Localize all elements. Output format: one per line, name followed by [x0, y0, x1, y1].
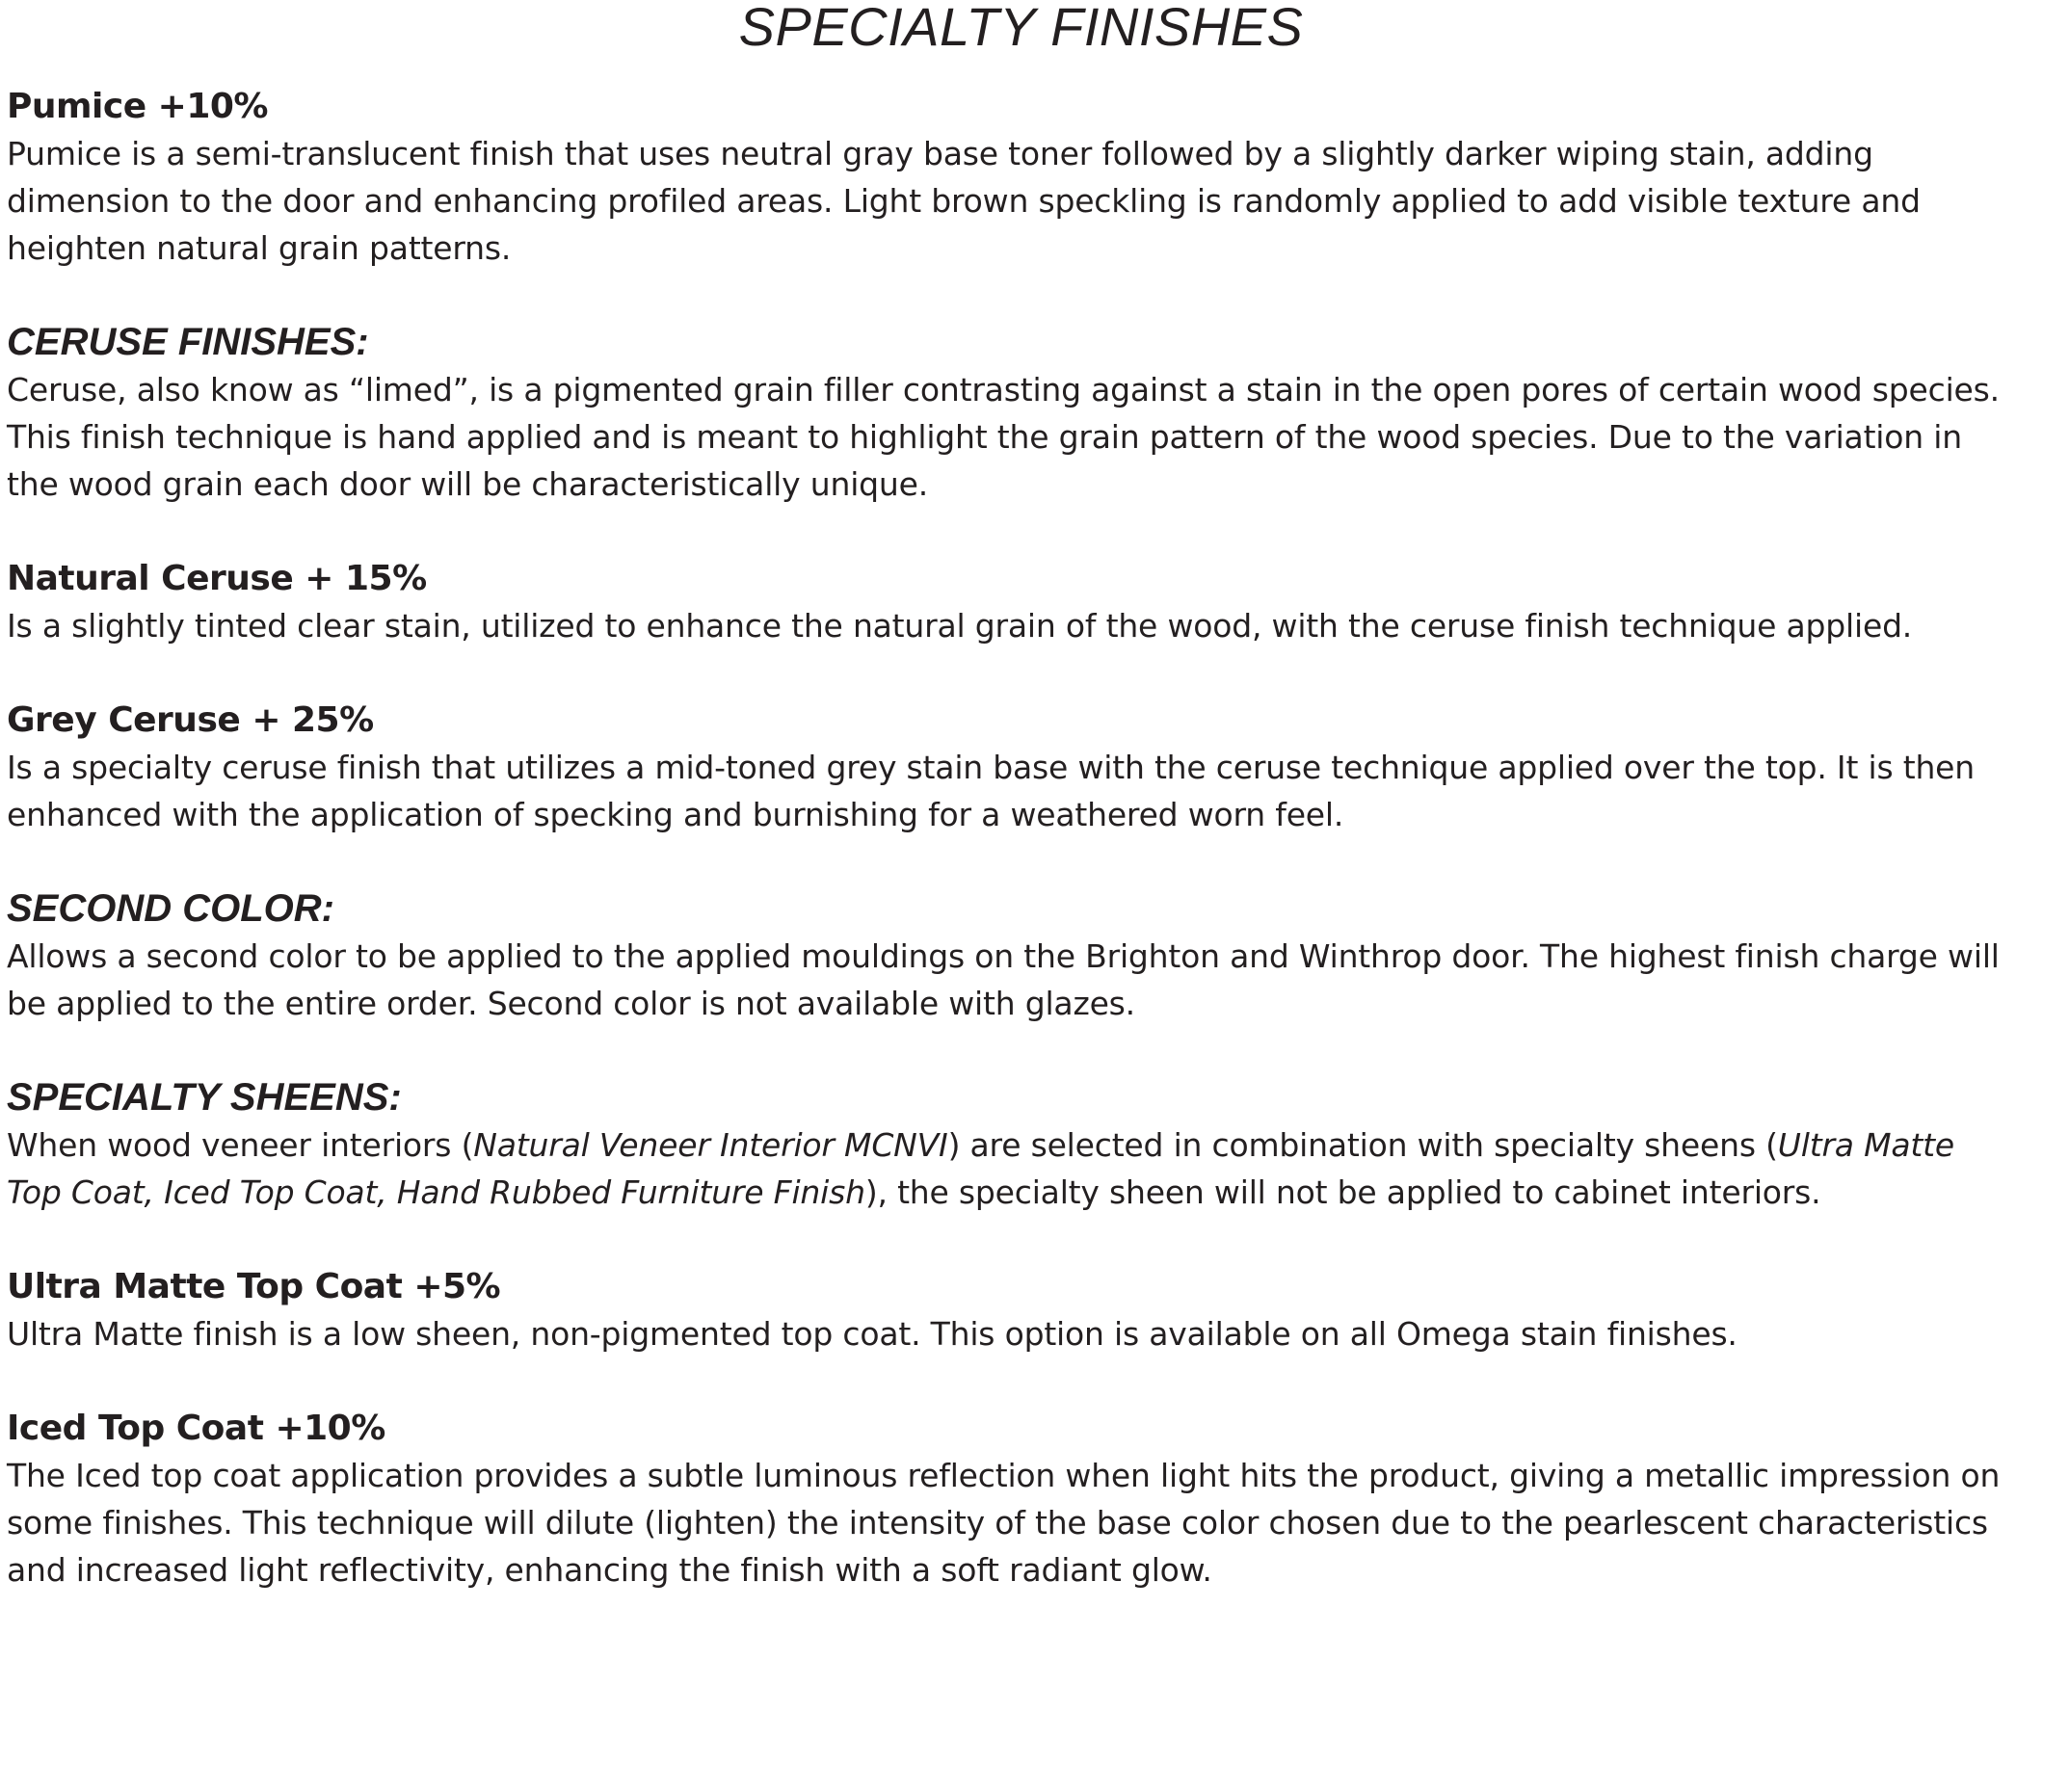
ultra-matte-description: Ultra Matte finish is a low sheen, non-pigmented top coat. This option is available on all Omega stain finishes. [7, 1315, 1737, 1353]
page-title: SPECIALTY FINISHES [738, 0, 1304, 57]
ceruse-heading: CERUSE FINISHES: [7, 321, 369, 363]
document-page [7, 0, 2006, 1594]
iced-top-coat-heading: Iced Top Coat +10% [7, 1409, 385, 1448]
specialty-sheens-section [7, 1074, 2006, 1216]
second-color-description: Allows a second color to be applied to the applied mouldings on the Brighton and Winthrop door. The highest finish charge will be applied to the entire order. Second color is not available with glazes. [7, 937, 2000, 1022]
iced-top-coat-description: The Iced top coat application provides a subtle luminous reflection when light hits the product, giving a metallic impression on some finishes. This technique will dilute (lighten) the intensity of the base color chosen due to the pearlescent characteristics and increased light reflectivity, enhancing the finish with a soft radiant glow. [7, 1457, 2001, 1589]
grey-ceruse-heading: Grey Ceruse + 25% [7, 700, 374, 740]
pumice-section [7, 83, 2006, 272]
natural-ceruse-heading: Natural Ceruse + 15% [7, 559, 427, 598]
sheens-text-3: ), the specialty sheen will not be applied to cabinet interiors. [864, 1173, 1821, 1211]
specialty-sheens-description [7, 1121, 2006, 1216]
natural-ceruse-description: Is a slightly tinted clear stain, utilized to enhance the natural grain of the wood, with the ceruse finish technique applied. [7, 607, 1913, 645]
sheens-italic-1: Natural Veneer Interior MCNVI [473, 1126, 948, 1164]
ultra-matte-section [7, 1263, 2006, 1357]
pumice-heading: Pumice +10% [7, 87, 268, 126]
second-color-heading: SECOND COLOR: [7, 887, 334, 930]
ceruse-section [7, 319, 2006, 508]
sheens-italic-2: Ultra Matte Top Coat, Iced Top Coat, Hand Rubbed Furniture Finish [7, 1126, 1954, 1211]
ultra-matte-heading: Ultra Matte Top Coat +5% [7, 1267, 501, 1306]
grey-ceruse-section [7, 697, 2006, 838]
sheens-text-1: When wood veneer interiors ( [7, 1126, 474, 1164]
pumice-description: Pumice is a semi-translucent finish that uses neutral gray base toner followed by a slightly darker wiping stain, adding dimension to the door and enhancing profiled areas. Light brown speckling is randomly applied to add visible texture and heighten natural grain patterns. [7, 135, 1921, 267]
iced-top-coat-section [7, 1405, 2006, 1594]
grey-ceruse-description: Is a specialty ceruse finish that utilizes a mid-toned grey stain base with the ceruse technique applied over the top. It is then enhanced with the application of specking and burnishing for a weathered worn feel. [7, 749, 1976, 833]
sheens-text-2: ) are selected in combination with specialty sheens ( [947, 1126, 1778, 1164]
second-color-section [7, 885, 2006, 1027]
ceruse-description: Ceruse, also know as “limed”, is a pigmented grain filler contrasting against a stain in the open pores of certain wood species. This finish technique is hand applied and is meant to highlight the grain pattern of the wood species. Due to the variation in the wood grain each door will be characteristically unique. [7, 371, 2000, 503]
natural-ceruse-section [7, 555, 2006, 649]
specialty-sheens-heading: SPECIALTY SHEENS: [7, 1076, 402, 1119]
